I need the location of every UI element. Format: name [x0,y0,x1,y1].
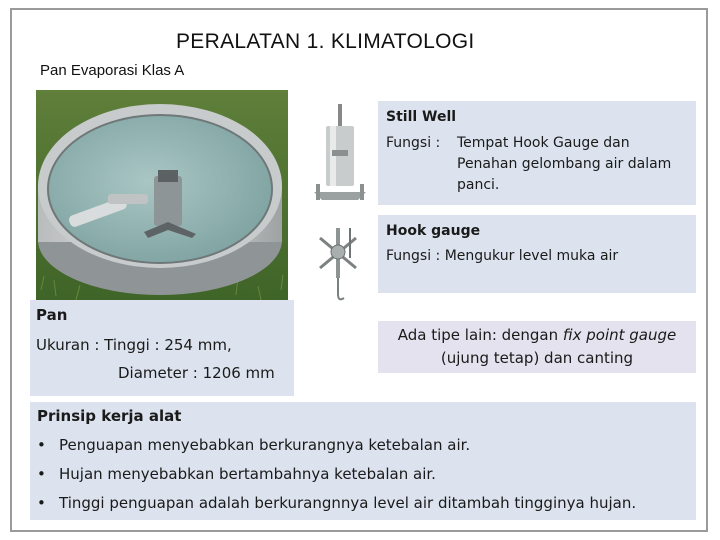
hook-gauge-title: Hook gauge [386,223,481,239]
pan-diameter: Diameter : 1206 mm [118,364,275,382]
prinsip-item-text: Tinggi penguapan adalah berkurangnnya level air ditambah tingginya hujan. [59,494,637,512]
slide-title: PERALATAN 1. KLIMATOLOGI [176,30,475,53]
still-well-fungsi-line-1: Tempat Hook Gauge dan [457,135,630,151]
pan-title: Pan [36,306,68,324]
still-well-photo [308,100,372,210]
evaporation-pan-photo [36,90,288,302]
prinsip-panel [30,402,696,520]
hook-gauge-panel [378,215,696,293]
prinsip-heading: Prinsip kerja alat [37,407,182,425]
still-well-fungsi-line-3: panci. [457,177,500,193]
alt-type-line-2: (ujung tetap) dan canting [440,349,634,367]
bullet-icon: • [37,494,46,512]
still-well-panel [378,101,696,205]
hook-gauge-fungsi: Fungsi : Mengukur level muka air [386,248,619,264]
prinsip-item-text: Hujan menyebabkan bertambahnya ketebalan air. [59,465,436,483]
slide-subtitle: Pan Evaporasi Klas A [40,62,185,79]
prinsip-item [37,435,470,456]
pan-ukuran: Ukuran : Tinggi : 254 mm, [36,336,232,354]
still-well-fungsi-label: Fungsi : [386,135,441,151]
prinsip-item-text: Penguapan menyebabkan berkurangnya ketebalan air. [59,436,471,454]
prinsip-item [37,493,636,514]
still-well-fungsi-line-2: Penahan gelombang air dalam [457,156,672,172]
prinsip-item [37,464,436,485]
bullet-icon: • [37,436,46,454]
alt-type-prefix: Ada tipe lain: dengan [397,326,563,344]
pan-panel [30,300,294,396]
bullet-icon: • [37,465,46,483]
alt-type-italic: fix point gauge [562,326,677,344]
hook-gauge-photo [306,218,372,306]
still-well-title: Still Well [386,109,457,125]
alt-type-line-1 [378,325,696,346]
alt-type-panel [378,321,696,373]
